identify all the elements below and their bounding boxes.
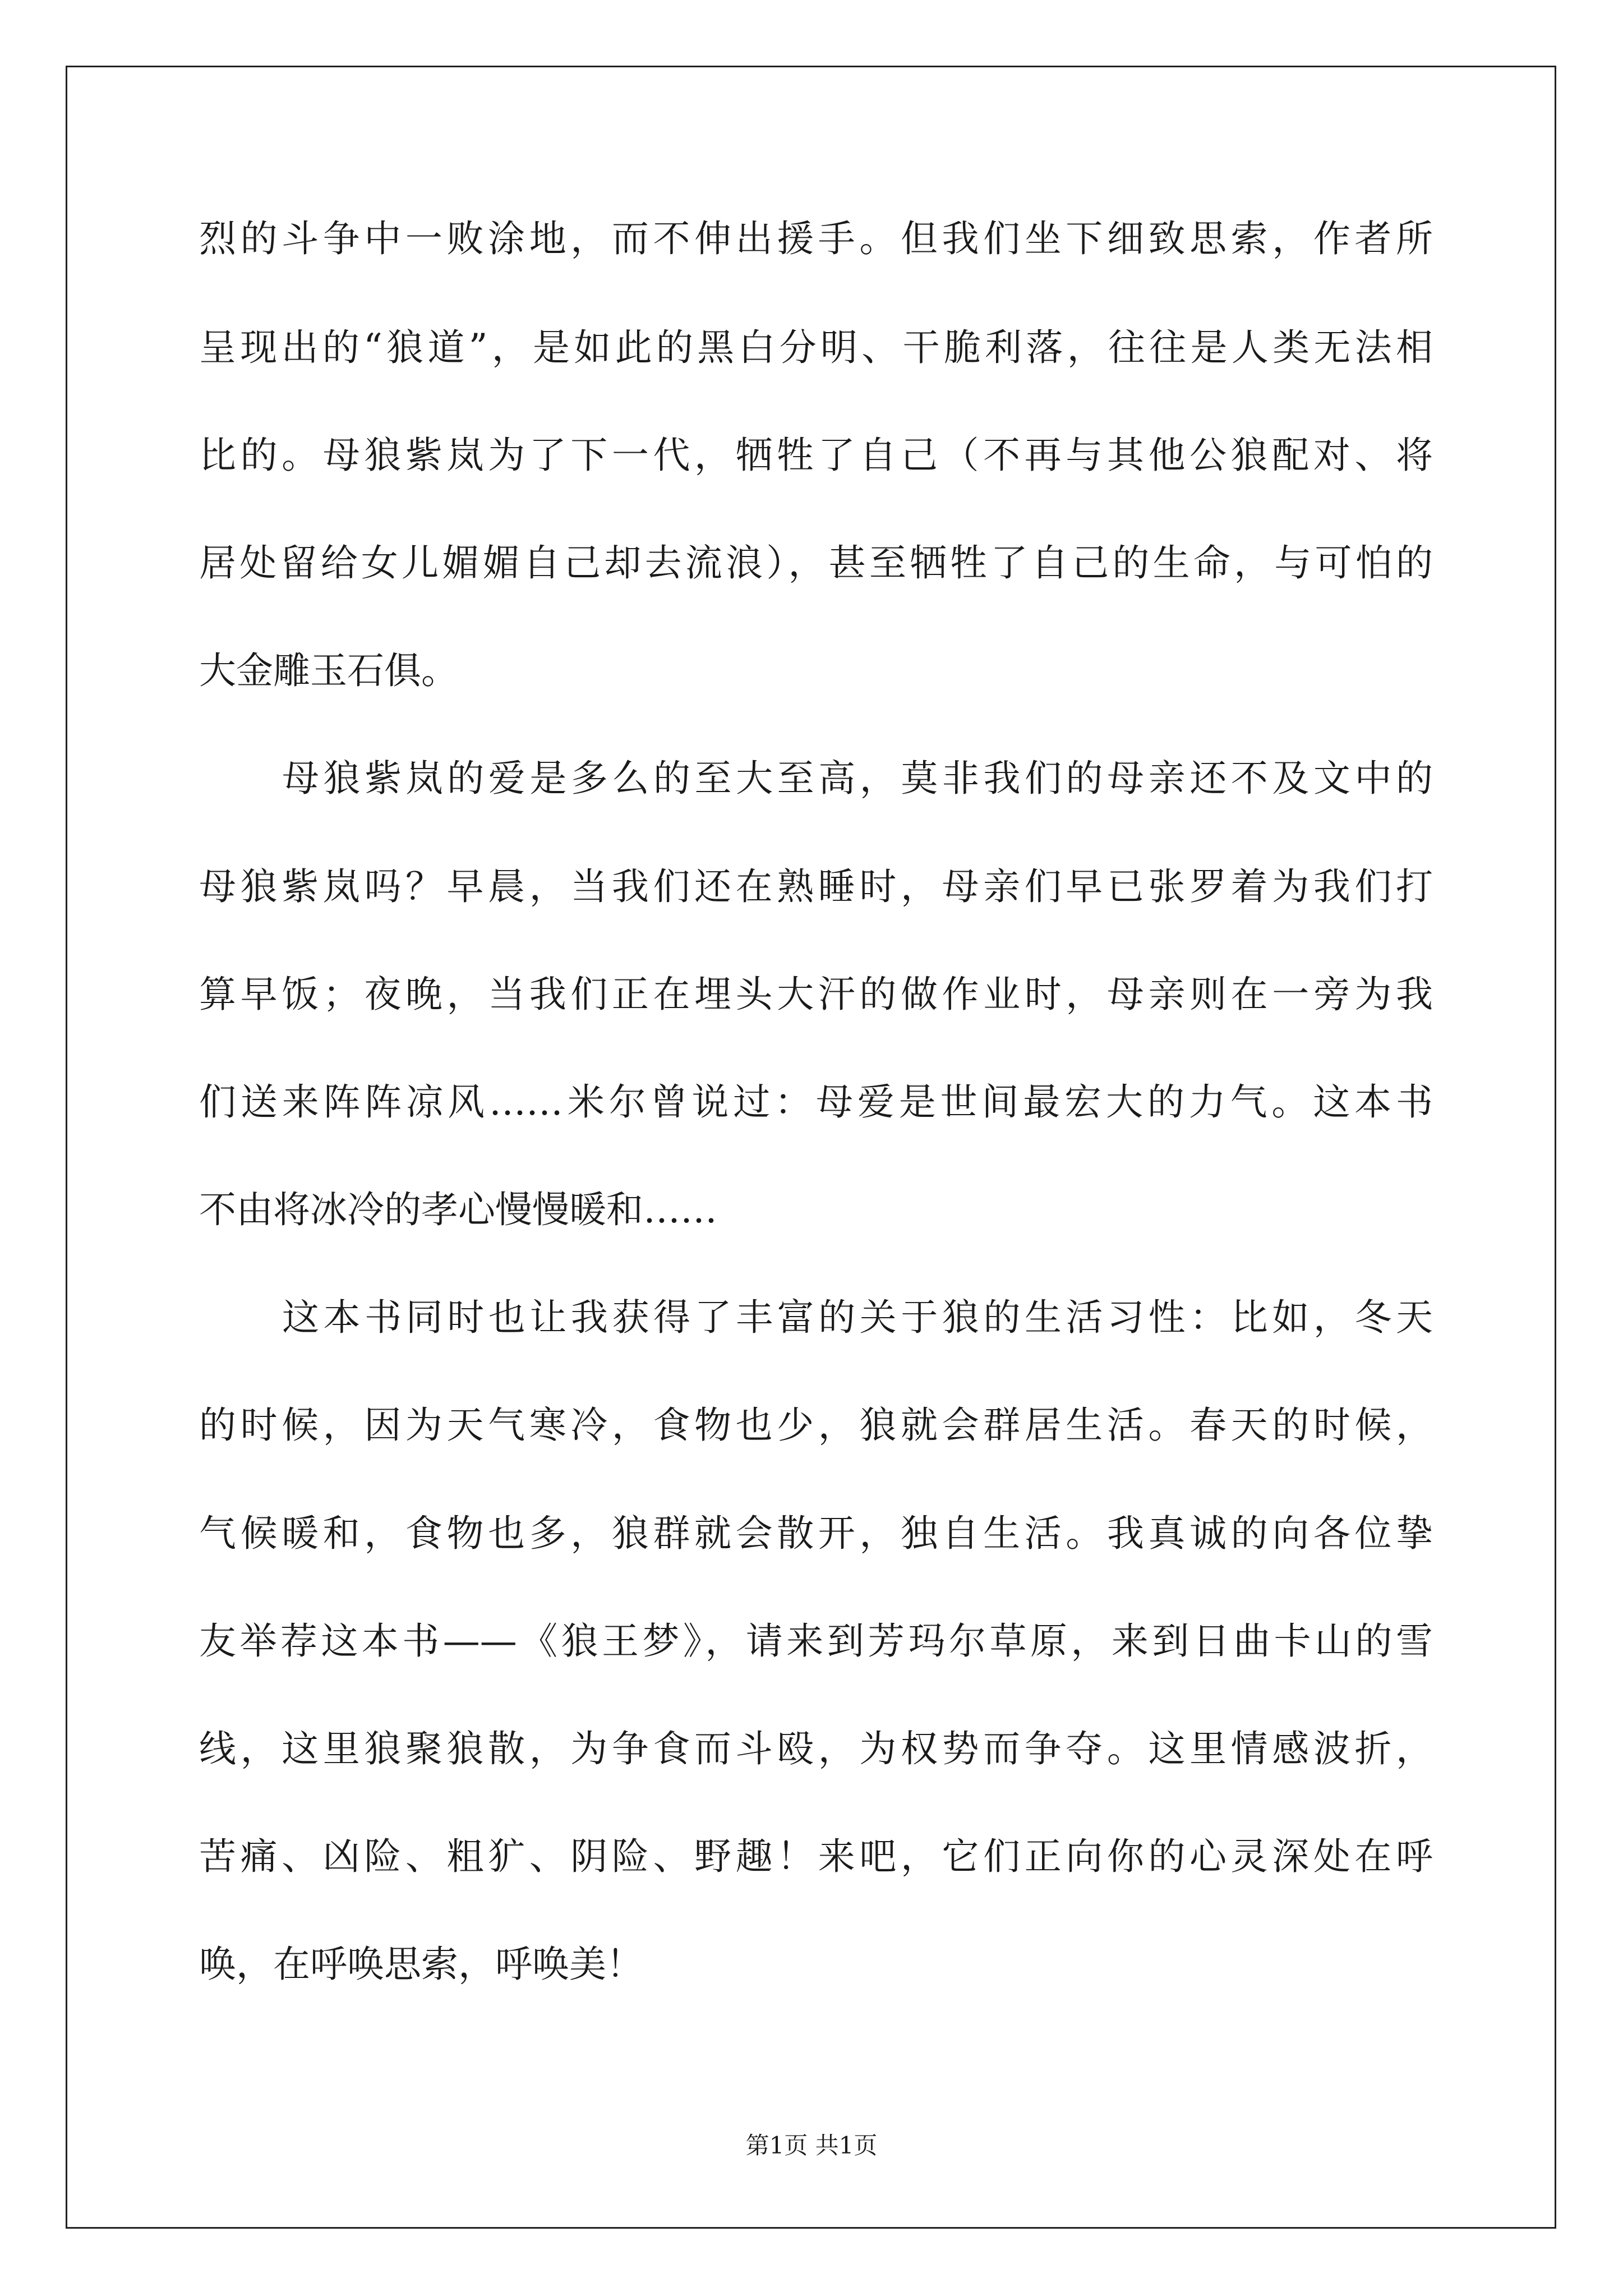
page-border bbox=[66, 66, 1556, 2229]
text-line: 大金雕玉石俱。 bbox=[199, 649, 458, 692]
text-line: 苦痛、凶险、粗犷、阴险、野趣！来吧，它们正向你的心灵深处在呼 bbox=[199, 1835, 1433, 1878]
text-line: 比的。母狼紫岚为了下一代，牺牲了自己（不再与其他公狼配对、将 bbox=[199, 434, 1433, 477]
text-line: 线，这里狼聚狼散，为争食而斗殴，为权势而争夺。这里情感波折， bbox=[199, 1727, 1433, 1770]
paragraph-first-line: 这本书同时也让我获得了丰富的关于狼的生活习性：比如，冬天 bbox=[282, 1296, 1433, 1339]
text-line: 母狼紫岚吗？早晨，当我们还在熟睡时，母亲们早已张罗着为我们打 bbox=[199, 865, 1433, 908]
text-line: 们送来阵阵凉风……米尔曾说过：母爱是世间最宏大的力气。这本书 bbox=[199, 1080, 1433, 1124]
paragraph-first-line: 母狼紫岚的爱是多么的至大至高，莫非我们的母亲还不及文中的 bbox=[282, 757, 1433, 800]
text-line: 唤，在呼唤思索，呼唤美！ bbox=[199, 1943, 643, 1986]
text-line: 友举荐这本书——《狼王梦》，请来到芳玛尔草原，来到日曲卡山的雪 bbox=[199, 1619, 1433, 1663]
text-line: 不由将冰冷的孝心慢慢暖和…… bbox=[199, 1188, 717, 1231]
text-line: 居处留给女儿媚媚自己却去流浪），甚至牺牲了自己的生命，与可怕的 bbox=[199, 541, 1433, 585]
text-line: 的时候，因为天气寒冷，食物也少，狼就会群居生活。春天的时候， bbox=[199, 1404, 1433, 1447]
text-line: 气候暖和，食物也多，狼群就会散开，独自生活。我真诚的向各位挚 bbox=[199, 1512, 1433, 1555]
page-number-footer: 第1页 共1页 bbox=[745, 2132, 878, 2159]
text-line: 呈现出的“狼道”，是如此的黑白分明、干脆利落，往往是人类无法相 bbox=[199, 326, 1433, 369]
text-line: 算早饭；夜晚，当我们正在埋头大汗的做作业时，母亲则在一旁为我 bbox=[199, 973, 1433, 1016]
text-line: 烈的斗争中一败涂地，而不伸出援手。但我们坐下细致思索，作者所 bbox=[199, 217, 1433, 260]
